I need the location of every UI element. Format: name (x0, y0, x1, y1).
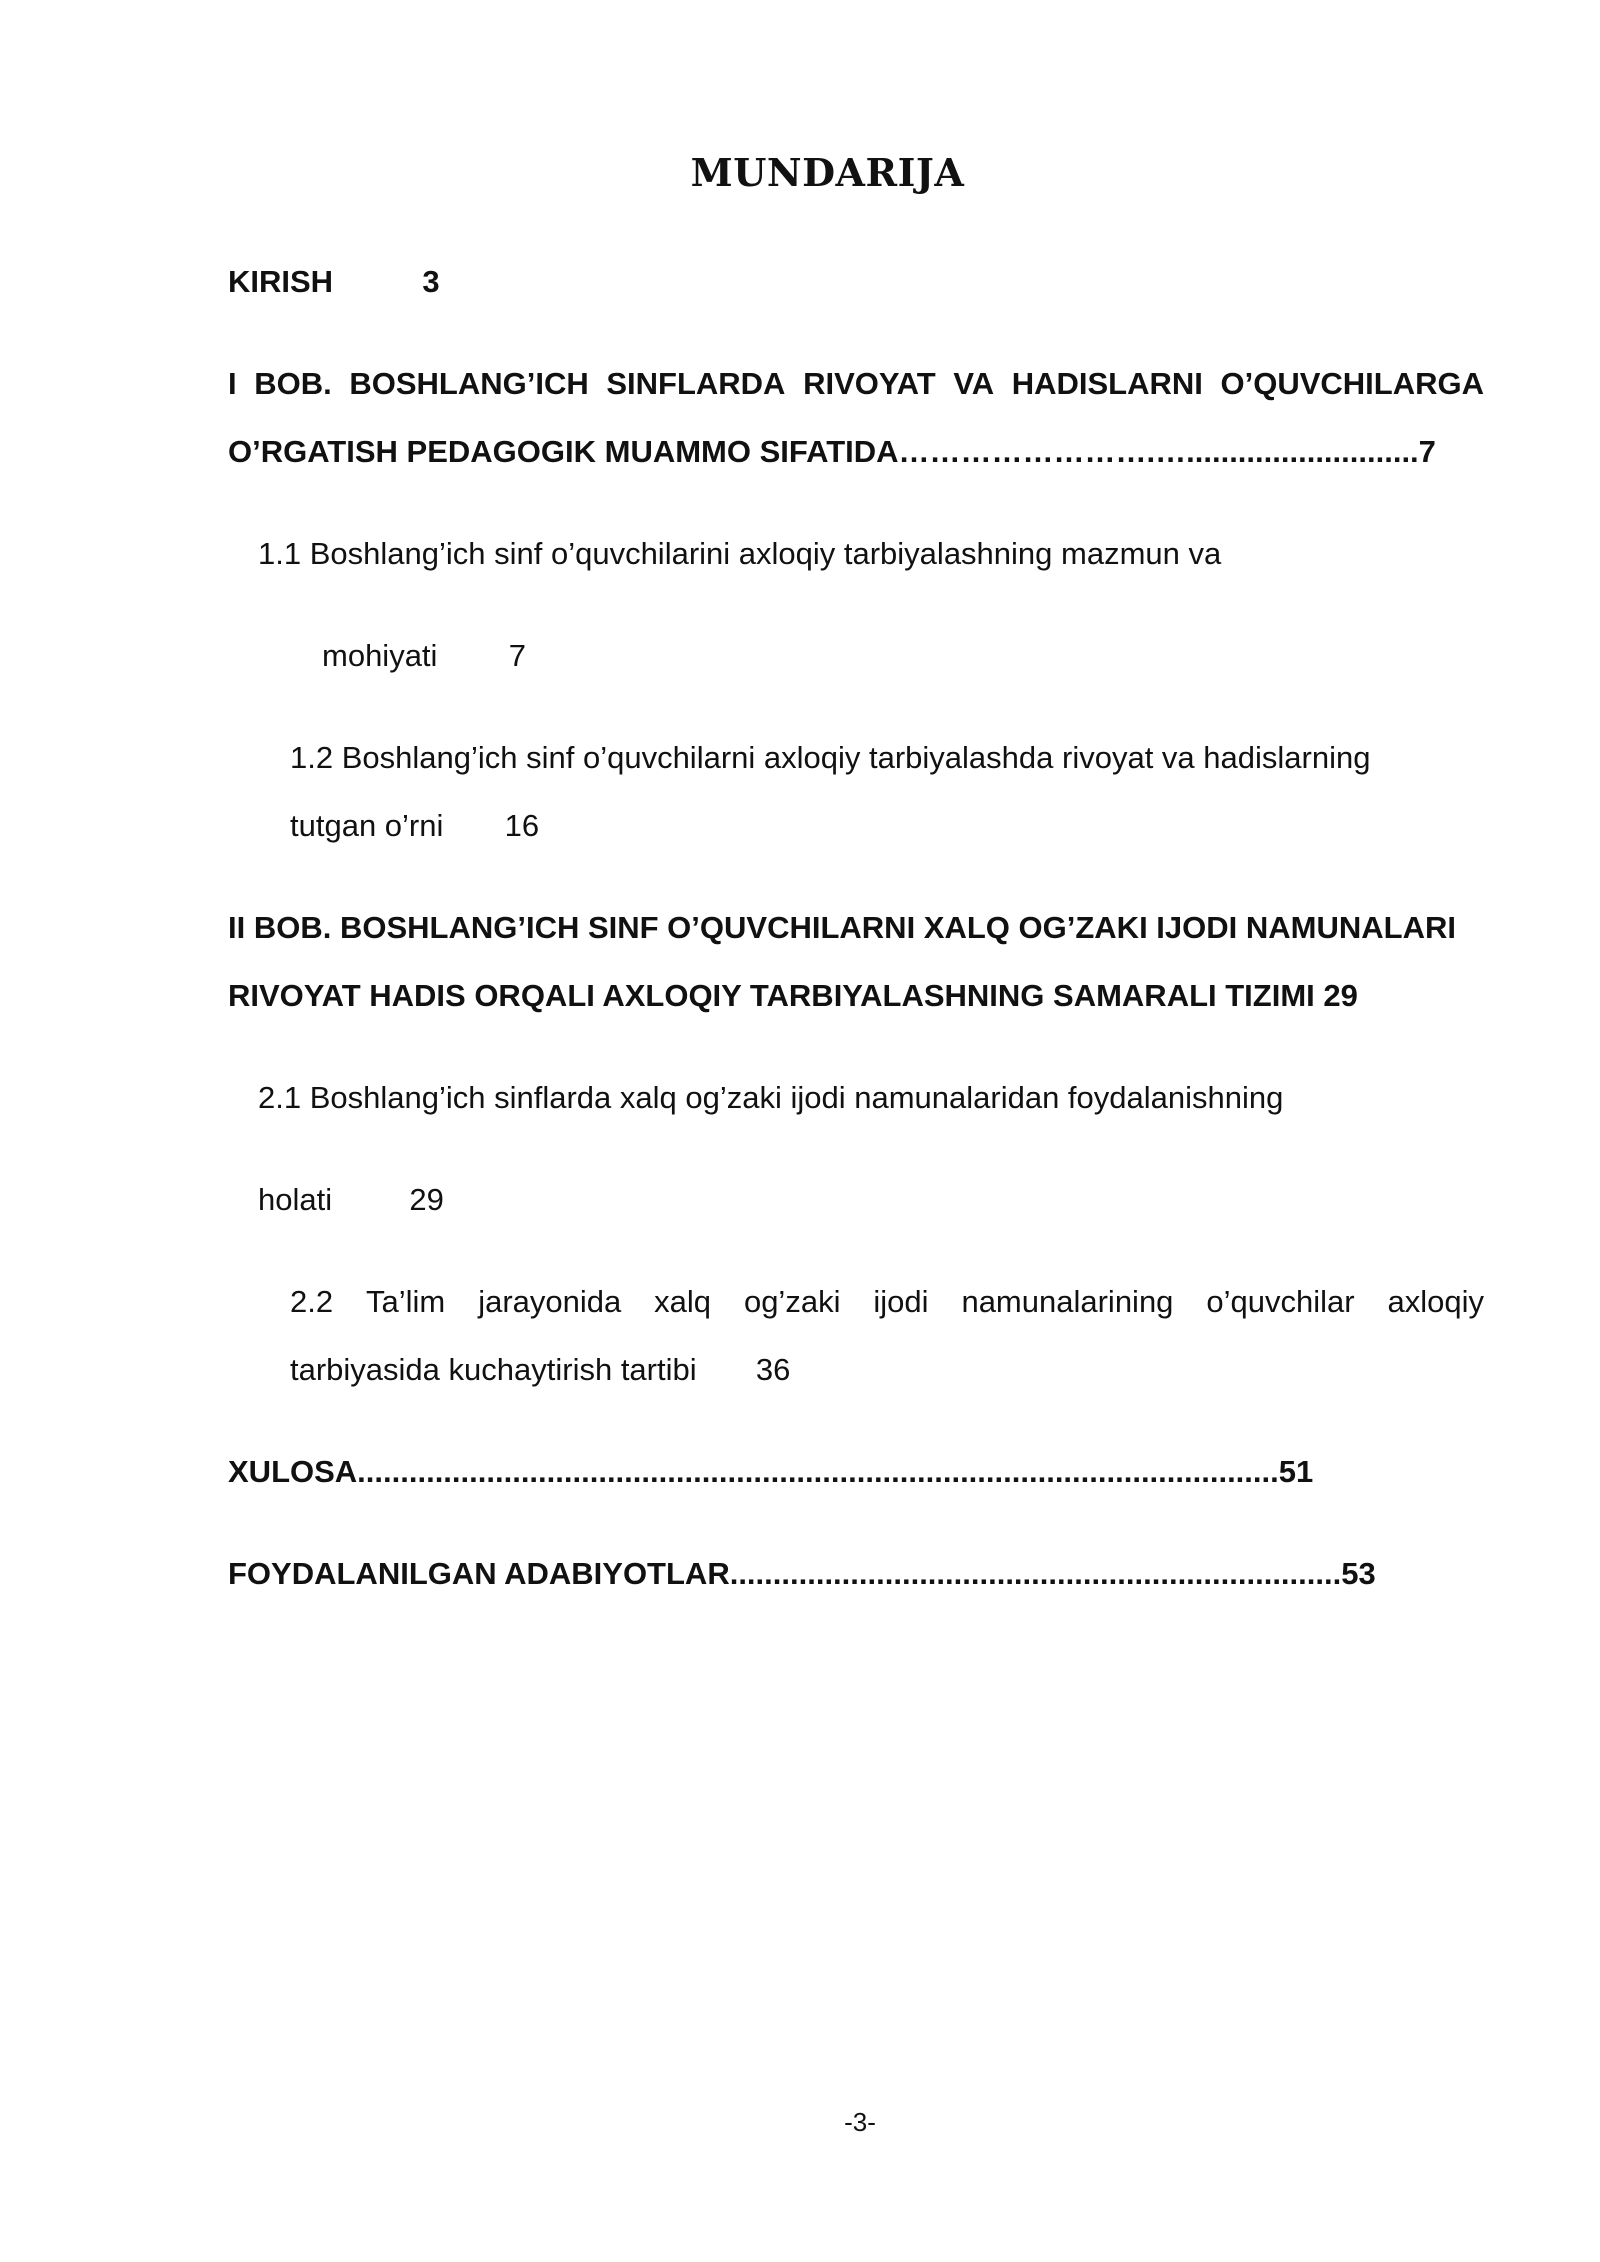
toc-entry-page: 16 (504, 808, 540, 843)
toc-word: namunalarining (961, 1284, 1174, 1319)
toc-word: o’quvchilar (1206, 1284, 1355, 1319)
toc-entry-bob2-line1: II BOB. BOSHLANG’ICH SINF O’QUVCHILARNI XALQ OG’ZAKI IJODI NAMUNALARI (228, 910, 1456, 945)
toc-entry-page: 29 (409, 1182, 444, 1217)
toc-entry-xulosa: XULOSA...........................................................................................................51 (228, 1454, 1314, 1489)
toc-entry-1-1-line2 (322, 636, 526, 676)
toc-entry-2-1-line2 (258, 1180, 444, 1220)
toc-word: HADISLARNI (1011, 366, 1203, 401)
toc-word: 2.2 (290, 1284, 334, 1319)
toc-word: xalq (654, 1284, 712, 1319)
toc-word: Ta’lim (366, 1284, 446, 1319)
toc-word: I (228, 366, 237, 401)
toc-entry-text: tarbiyasida kuchaytirish tartibi (290, 1352, 697, 1387)
toc-entry-1-2-line1: 1.2 Boshlang’ich sinf o’quvchilarni axloqiy tarbiyalashda rivoyat va hadislarning (290, 740, 1371, 775)
toc-word: O’QUVCHILARGA (1220, 366, 1484, 401)
toc-entry-kirish (228, 262, 440, 302)
toc-entry-page: 7 (508, 638, 526, 673)
toc-entry-2-1-line1: 2.1 Boshlang’ich sinflarda xalq og’zaki ijodi namunalaridan foydalanishning (258, 1080, 1284, 1115)
toc-word: ijodi (873, 1284, 929, 1319)
toc-entry-text: mohiyati (322, 638, 438, 673)
toc-entry-bob2-line2: RIVOYAT HADIS ORQALI AXLOQIY TARBIYALASHNING SAMARALI TIZIMI 29 (228, 978, 1358, 1013)
toc-entry-1-1-line1: 1.1 Boshlang’ich sinf o’quvchilarini axloqiy tarbiyalashning mazmun va (258, 536, 1222, 571)
toc-word: BOSHLANG’ICH (349, 366, 589, 401)
toc-entry-bob1-line1 (228, 364, 1484, 404)
toc-entry-text: tutgan o’rni (290, 808, 444, 843)
toc-entry-2-2-line1 (290, 1282, 1484, 1322)
toc-entry-label: KIRISH (228, 264, 334, 299)
toc-word: VA (953, 366, 995, 401)
toc-word: BOB. (254, 366, 332, 401)
toc-word: SINFLARDA (606, 366, 786, 401)
toc-word: jarayonida (478, 1284, 622, 1319)
toc-entry-page: 36 (755, 1352, 791, 1387)
toc-entry-adabiyotlar: FOYDALANILGAN ADABIYOTLAR.......................................................................53 (228, 1556, 1376, 1591)
toc-entry-bob1-line2: O’RGATISH PEDAGOGIK MUAMMO SIFATIDA…………………….…...........................7 (228, 434, 1436, 469)
toc-entry-2-2-line2 (290, 1350, 790, 1390)
toc-entry-page: 3 (422, 264, 440, 299)
toc-entry-text: holati (258, 1182, 333, 1217)
page-number: -3- (844, 2107, 876, 2137)
toc-word: RIVOYAT (803, 366, 936, 401)
toc-word: og’zaki (743, 1284, 841, 1319)
page-title: MUNDARIJA (690, 150, 965, 195)
toc-word: axloqiy (1387, 1284, 1484, 1319)
toc-entry-1-2-line2 (290, 806, 539, 846)
